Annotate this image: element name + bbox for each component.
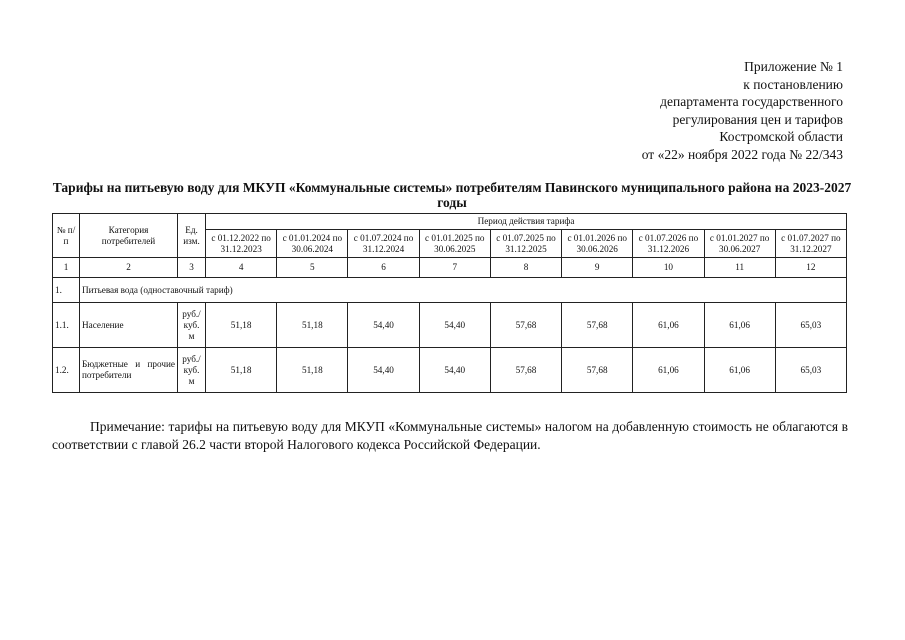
period-cell: с 01.07.2027 по 31.12.2027	[775, 230, 846, 258]
section-row	[53, 278, 847, 303]
tariff-value: 65,03	[775, 303, 846, 348]
column-number: 11	[704, 258, 775, 278]
column-number: 7	[419, 258, 490, 278]
header-unit: Ед. изм.	[178, 214, 206, 258]
tariff-value: 54,40	[348, 303, 419, 348]
header-category: Категория потребителей	[80, 214, 178, 258]
appendix-line: к постановлению	[743, 76, 843, 92]
tariff-value: 61,06	[704, 303, 775, 348]
tariff-value: 57,68	[562, 348, 633, 393]
appendix-line: департамента государственного	[660, 94, 843, 109]
tariff-value: 51,18	[206, 303, 277, 348]
row-category: Население	[80, 303, 178, 348]
period-cell: с 01.01.2025 по 30.06.2025	[419, 230, 490, 258]
column-number-row	[53, 258, 847, 278]
tariff-value: 54,40	[348, 348, 419, 393]
table-header-row	[53, 214, 847, 230]
period-cell: с 01.12.2022 по 31.12.2023	[206, 230, 277, 258]
appendix-line: Костромской области	[719, 129, 843, 144]
header-num: № п/п	[53, 214, 80, 258]
tariff-value: 54,40	[419, 303, 490, 348]
tariff-value: 51,18	[277, 348, 348, 393]
tariff-value: 61,06	[633, 303, 704, 348]
footnote: Примечание: тарифы на питьевую воду для МКУП «Коммунальные системы» налогом на добавленную стоимость не облагаются в соответствии с главой 26.2 части второй Налогового кодекса Российской Федерации.	[52, 419, 848, 452]
period-cell: с 01.01.2026 по 30.06.2026	[562, 230, 633, 258]
row-num: 1.1.	[53, 303, 80, 348]
column-number: 6	[348, 258, 419, 278]
period-cell: с 01.07.2026 по 31.12.2026	[633, 230, 704, 258]
column-number: 12	[775, 258, 846, 278]
period-cell: с 01.01.2027 по 30.06.2027	[704, 230, 775, 258]
column-number: 3	[178, 258, 206, 278]
column-number: 8	[490, 258, 561, 278]
column-number: 4	[206, 258, 277, 278]
tariff-value: 65,03	[775, 348, 846, 393]
tariff-value: 57,68	[562, 303, 633, 348]
tariff-value: 61,06	[633, 348, 704, 393]
column-number: 1	[53, 258, 80, 278]
period-cell: с 01.07.2024 по 31.12.2024	[348, 230, 419, 258]
tariff-value: 57,68	[490, 348, 561, 393]
tariff-value: 51,18	[206, 348, 277, 393]
document-title: Тарифы на питьевую воду для МКУП «Коммунальные системы» потребителям Павинского муниципального района на 2023-2027 годы	[52, 180, 852, 210]
column-number: 5	[277, 258, 348, 278]
column-number: 9	[562, 258, 633, 278]
column-number: 10	[633, 258, 704, 278]
tariff-value: 61,06	[704, 348, 775, 393]
section-num: 1.	[53, 278, 80, 303]
appendix-header	[642, 58, 843, 163]
tariff-value: 57,68	[490, 303, 561, 348]
period-cell: с 01.01.2024 по 30.06.2024	[277, 230, 348, 258]
header-period: Период действия тарифа	[206, 214, 847, 230]
appendix-line: Приложение № 1	[744, 59, 843, 74]
section-label: Питьевая вода (одноставочный тариф)	[80, 278, 847, 303]
row-unit: руб./ куб. м	[178, 348, 206, 393]
tariff-table	[52, 213, 847, 393]
column-number: 2	[80, 258, 178, 278]
row-category: Бюджетные и прочие потребители	[80, 348, 178, 393]
appendix-line: регулирования цен и тарифов	[672, 111, 843, 127]
row-num: 1.2.	[53, 348, 80, 393]
tariff-value: 51,18	[277, 303, 348, 348]
table-row	[53, 348, 847, 393]
period-cell: с 01.07.2025 по 31.12.2025	[490, 230, 561, 258]
row-unit: руб./ куб. м	[178, 303, 206, 348]
appendix-line: от «22» ноября 2022 года № 22/343	[641, 146, 843, 162]
tariff-value: 54,40	[419, 348, 490, 393]
table-row	[53, 303, 847, 348]
